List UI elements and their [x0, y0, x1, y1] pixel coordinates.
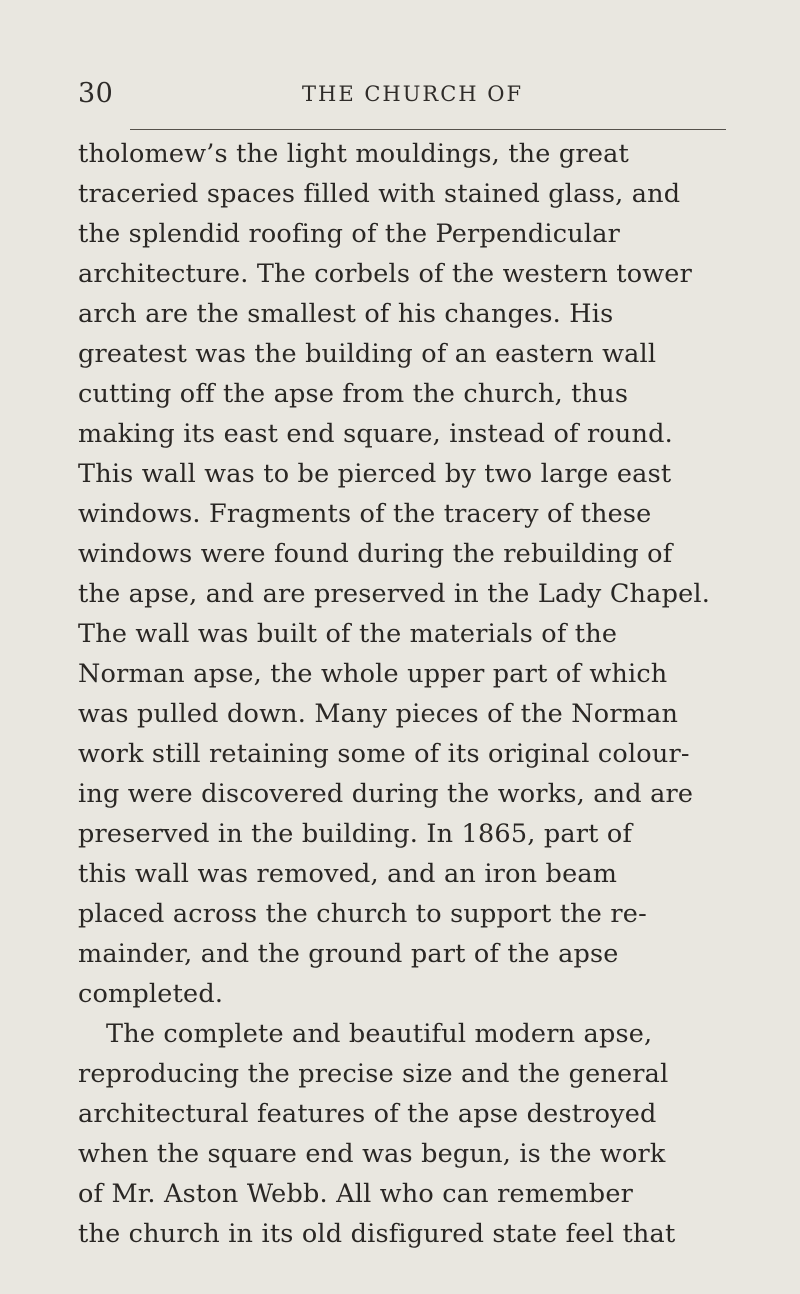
- text-line: The wall was built of the materials of the: [78, 619, 618, 649]
- text-line: tholomew’s the light mouldings, the great: [78, 139, 629, 169]
- text-line: preserved in the building. In 1865, part of: [78, 819, 633, 849]
- text-line: architecture. The corbels of the western tower: [78, 259, 692, 289]
- text-line: making its east end square, instead of round.: [78, 419, 673, 449]
- running-head: THE CHURCH OF: [302, 82, 524, 106]
- body-text: [78, 134, 728, 1254]
- text-line: ing were discovered during the works, and are: [78, 779, 694, 809]
- text-line: windows. Fragments of the tracery of these: [78, 499, 652, 529]
- text-line: architectural features of the apse destroyed: [78, 1099, 657, 1129]
- text-line: mainder, and the ground part of the apse: [78, 939, 619, 969]
- text-line: The complete and beautiful modern apse,: [106, 1019, 653, 1049]
- text-line: traceried spaces filled with stained glass, and: [78, 179, 681, 209]
- text-line: the church in its old disfigured state feel that: [78, 1219, 676, 1249]
- text-line: work still retaining some of its original colour-: [78, 739, 690, 769]
- text-line: Norman apse, the whole upper part of which: [78, 659, 668, 689]
- text-line: This wall was to be pierced by two large east: [78, 459, 672, 489]
- text-line: arch are the smallest of his changes. His: [78, 299, 614, 329]
- text-line: completed.: [78, 979, 224, 1009]
- header-rule: [130, 129, 726, 130]
- page-number: 30: [78, 78, 114, 109]
- text-line: placed across the church to support the re-: [78, 899, 647, 929]
- text-line: greatest was the building of an eastern wall: [78, 339, 657, 369]
- text-line: was pulled down. Many pieces of the Norman: [78, 699, 679, 729]
- text-line: this wall was removed, and an iron beam: [78, 859, 618, 889]
- text-line: reproducing the precise size and the general: [78, 1059, 669, 1089]
- text-line: cutting off the apse from the church, thus: [78, 379, 629, 409]
- text-line: the splendid roofing of the Perpendicular: [78, 219, 621, 249]
- text-line: windows were found during the rebuilding of: [78, 539, 673, 569]
- text-line: when the square end was begun, is the work: [78, 1139, 666, 1169]
- text-line: of Mr. Aston Webb. All who can remember: [78, 1179, 634, 1209]
- text-line: the apse, and are preserved in the Lady Chapel.: [78, 579, 711, 609]
